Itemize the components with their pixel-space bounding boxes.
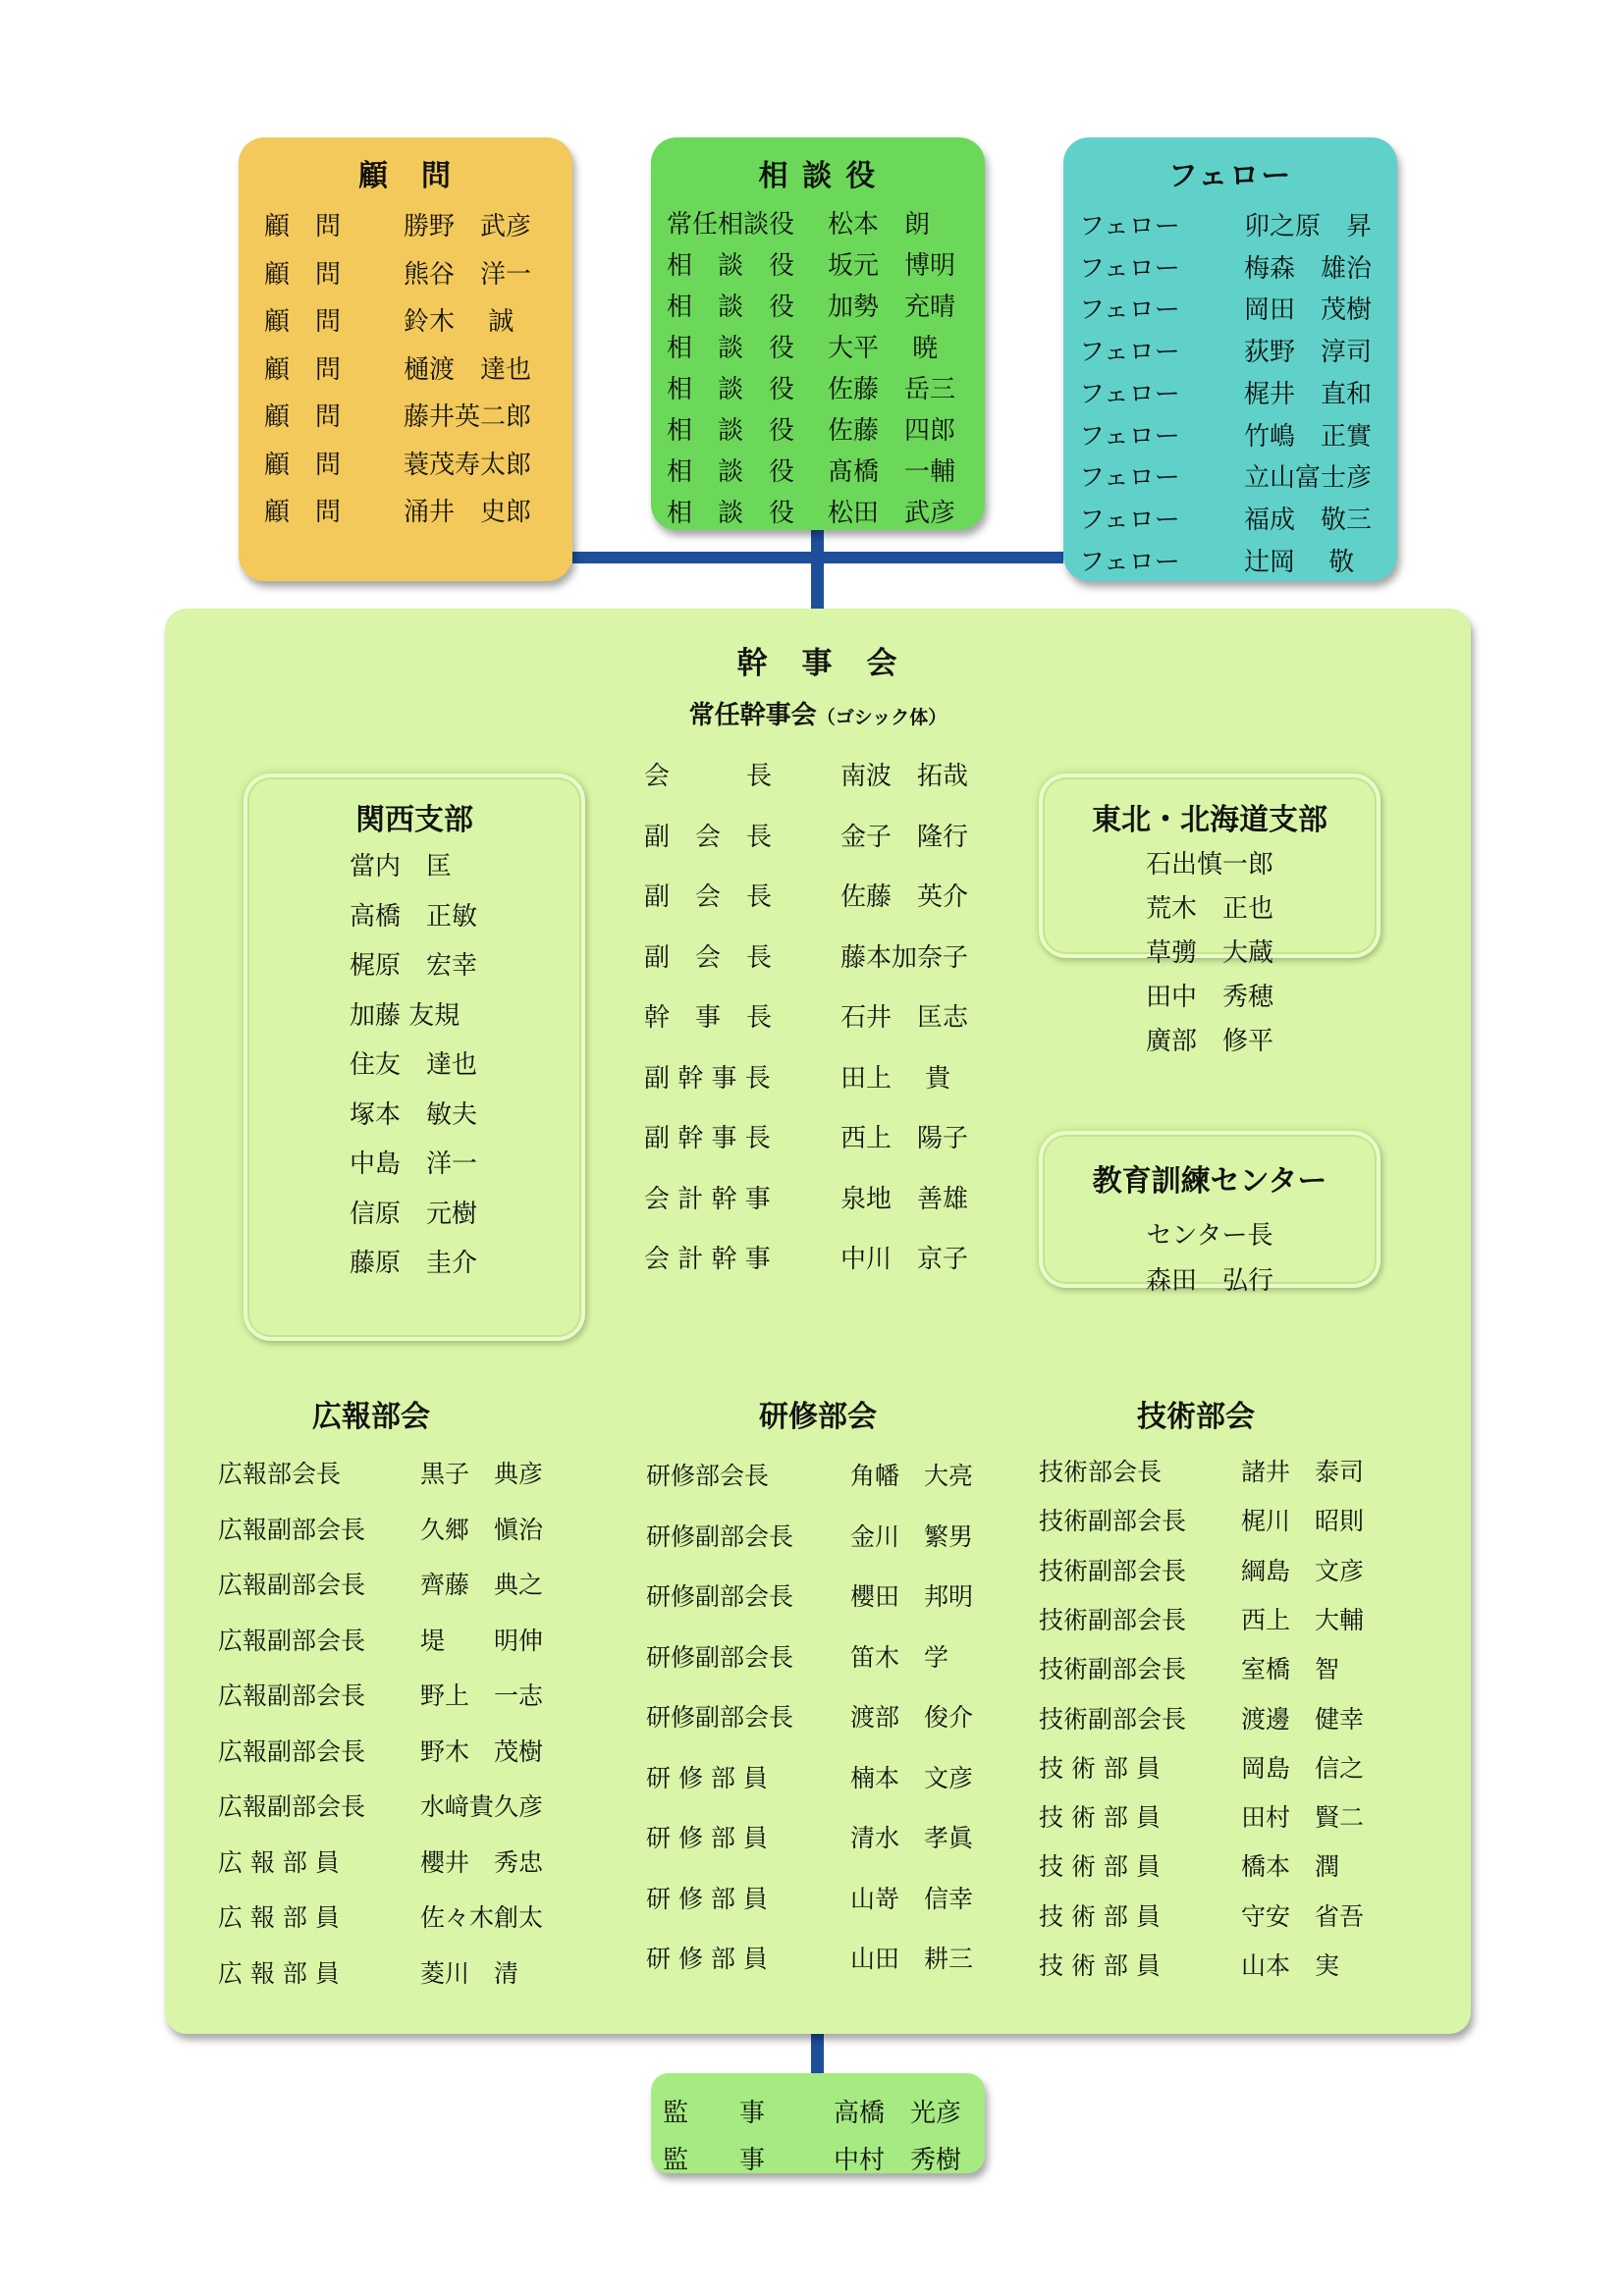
training-member-name: 清水 孝眞 [850, 1824, 974, 1852]
officer-role: 幹 事 長 [644, 1003, 773, 1033]
training-center-box [1039, 1131, 1380, 1296]
advisor-name: 涌井 史郎 [404, 498, 532, 527]
tohoku-member: 廣部 修平 [1145, 1027, 1273, 1056]
auditors-box [651, 2073, 985, 2173]
technical-member-role: 技術副部会長 [1039, 1704, 1187, 1734]
pr-member-name: 齊藤 典之 [420, 1571, 544, 1599]
fellow-name: 卯之原 昇 [1244, 212, 1373, 241]
fellow-role: フェロー [1079, 463, 1180, 494]
counselor-name: 大平 暁 [828, 334, 939, 363]
officer-name: 泉地 善雄 [840, 1184, 969, 1214]
technical-member-name: 室橋 智 [1241, 1655, 1340, 1684]
tohoku-member: 田中 秀穂 [1145, 983, 1273, 1012]
kansai-member: 加藤 友規 [350, 1000, 460, 1031]
training-center-member: 森田 弘行 [1145, 1266, 1273, 1296]
officer-name: 金子 隆行 [840, 822, 969, 852]
fellow-role: フェロー [1079, 547, 1180, 577]
pr-member-role: 広報副部会長 [218, 1736, 366, 1766]
pr-member-role: 広 報 部 員 [218, 1958, 340, 1988]
officer-role: 副 幹 事 長 [644, 1124, 771, 1153]
pr-member-role: 広 報 部 員 [218, 1847, 340, 1877]
fellow-role: フェロー [1079, 421, 1180, 452]
training-member-role: 研 修 部 員 [646, 1945, 768, 1973]
fellow-name: 梶井 直和 [1244, 379, 1373, 409]
technical-member-name: 山本 実 [1241, 1951, 1340, 1980]
pr-member-name: 黒子 典彦 [420, 1460, 544, 1488]
technical-member-name: 西上 大輔 [1241, 1605, 1365, 1634]
counselor-name: 坂元 博明 [828, 251, 956, 281]
technical-member-name: 綱島 文彦 [1241, 1556, 1365, 1585]
kansai-branch-title: 関西支部 [355, 803, 473, 837]
training-member-role: 研修副部会長 [646, 1642, 794, 1672]
fellow-role: フェロー [1079, 379, 1180, 409]
pr-member-name: 野木 茂樹 [420, 1736, 544, 1766]
counselor-role: 相 談 役 [667, 416, 795, 446]
pr-member-name: 櫻井 秀忠 [420, 1847, 544, 1877]
pr-member-role: 広 報 部 員 [218, 1903, 340, 1932]
officer-name: 田上 貴 [840, 1063, 951, 1094]
pr-member-name: 佐々木創太 [420, 1903, 544, 1932]
fellow-role: フェロー [1079, 505, 1180, 535]
executive-board-title: 幹 事 会 [736, 646, 899, 681]
pr-member-name: 堤 明伸 [420, 1626, 544, 1655]
technical-member-role: 技 術 部 員 [1039, 1753, 1161, 1783]
officer-role: 副 会 長 [644, 942, 773, 973]
kansai-member: 當内 匡 [350, 852, 453, 881]
training-center-title: 教育訓練センター [1092, 1164, 1327, 1199]
officer-role: 会 長 [644, 762, 773, 791]
technical-member-role: 技 術 部 員 [1039, 1803, 1161, 1833]
pr-member-name: 水﨑貴久彦 [420, 1792, 544, 1821]
training-member-role: 研修副部会長 [646, 1582, 794, 1611]
auditor-name: 中村 秀樹 [834, 2146, 962, 2175]
kansai-member: 中島 洋一 [350, 1149, 478, 1179]
fellows-box [1063, 137, 1397, 581]
advisor-role: 顧 問 [264, 259, 342, 290]
officer-role: 会 計 幹 事 [644, 1245, 771, 1274]
kansai-member: 高橋 正敏 [350, 901, 478, 932]
counselor-role: 相 談 役 [667, 457, 795, 487]
training-member-name: 櫻田 邦明 [850, 1582, 974, 1611]
training-member-role: 研 修 部 員 [646, 1884, 768, 1913]
counselor-name: 加勢 充晴 [828, 293, 956, 322]
technical-member-name: 守安 省吾 [1241, 1901, 1365, 1931]
kansai-member: 住友 達也 [350, 1050, 478, 1080]
counselor-name: 髙橋 一輔 [828, 457, 956, 487]
tohoku-branch-box [1039, 774, 1380, 1056]
training-member-role: 研修副部会長 [646, 1522, 794, 1551]
fellow-name: 福成 敬三 [1244, 505, 1373, 535]
fellows-title: フェロー [1167, 159, 1293, 193]
counselor-role: 相 談 役 [667, 334, 795, 363]
pr-member-name: 野上 一志 [420, 1682, 544, 1710]
pr-member-role: 広報部会長 [218, 1460, 342, 1488]
counselor-role: 相 談 役 [667, 375, 795, 404]
counselor-role: 相 談 役 [667, 499, 795, 528]
technical-member-role: 技術副部会長 [1039, 1507, 1187, 1536]
auditor-name: 高橋 光彦 [834, 2099, 962, 2128]
technical-member-role: 技術副部会長 [1039, 1655, 1187, 1684]
technical-member-name: 岡島 信之 [1241, 1753, 1365, 1783]
fellow-role: フェロー [1079, 212, 1180, 241]
training-member-name: 山嵜 信幸 [850, 1884, 974, 1913]
training-member-name: 楠本 文彦 [850, 1763, 974, 1792]
fellow-role: フェロー [1079, 253, 1180, 284]
pr-member-role: 広報副部会長 [218, 1682, 366, 1710]
fellow-role: フェロー [1079, 338, 1180, 368]
fellow-name: 荻野 淳司 [1244, 338, 1373, 368]
pr-member-name: 久郷 愼治 [420, 1515, 544, 1544]
advisor-role: 顧 問 [264, 498, 342, 527]
technical-member-role: 技 術 部 員 [1039, 1852, 1161, 1882]
officer-name: 中川 京子 [840, 1245, 969, 1274]
counselor-name: 松田 武彦 [828, 499, 956, 528]
standing-committee-note: （ゴシック体） [816, 707, 947, 728]
advisor-role: 顧 問 [264, 307, 342, 337]
pr-member-name: 菱川 清 [420, 1958, 519, 1988]
standing-committee-heading [165, 695, 1471, 731]
advisor-name: 樋渡 達也 [404, 354, 532, 385]
counselors-box [651, 137, 985, 530]
fellow-name: 岡田 茂樹 [1244, 295, 1373, 326]
officer-name: 藤本加奈子 [840, 942, 969, 973]
technical-member-name: 橋本 潤 [1241, 1852, 1340, 1882]
officer-name: 南波 拓哉 [840, 762, 969, 791]
counselor-role: 相 談 役 [667, 251, 795, 281]
fellow-role: フェロー [1079, 295, 1180, 326]
counselor-name: 佐藤 岳三 [828, 375, 956, 404]
technical-member-role: 技術副部会長 [1039, 1556, 1187, 1585]
advisors-title: 顧 問 [358, 159, 453, 193]
pr-member-role: 広報副部会長 [218, 1571, 366, 1599]
fellow-name: 梅森 雄治 [1244, 253, 1373, 284]
technical-member-role: 技術部会長 [1039, 1458, 1163, 1486]
training-center-member: センター長 [1146, 1221, 1273, 1251]
training-member-role: 研 修 部 員 [646, 1763, 768, 1792]
training-member-role: 研修部会長 [646, 1462, 770, 1490]
advisor-name: 藤井英二郎 [404, 402, 532, 432]
standing-committee-label: 常任幹事会 [688, 701, 817, 730]
advisor-name: 勝野 武彦 [404, 212, 532, 241]
connector-vertical-top [811, 530, 824, 611]
auditor-role: 監 事 [663, 2146, 766, 2175]
training-member-name: 渡部 俊介 [850, 1703, 974, 1732]
advisor-role: 顧 問 [264, 212, 342, 241]
counselor-name: 松本 朗 [828, 210, 931, 240]
advisor-role: 顧 問 [264, 402, 342, 432]
tohoku-member: 草彅 大蔵 [1145, 938, 1273, 968]
technical-member-name: 梶川 昭則 [1241, 1507, 1365, 1536]
pr-committee-title: 広報部会 [312, 1400, 430, 1434]
advisor-role: 顧 問 [264, 450, 342, 480]
executive-board-box [165, 609, 1471, 2034]
counselors-title: 相 談 役 [758, 159, 878, 193]
training-member-name: 笛木 学 [850, 1642, 949, 1672]
officer-role: 副 幹 事 長 [644, 1063, 771, 1094]
technical-member-role: 技 術 部 員 [1039, 1951, 1161, 1980]
technical-committee-title: 技術部会 [1137, 1400, 1255, 1434]
tohoku-branch-title: 東北・北海道支部 [1092, 803, 1327, 837]
training-member-name: 山田 耕三 [850, 1945, 974, 1973]
advisor-name: 蓑茂寿太郎 [404, 450, 532, 480]
advisor-role: 顧 問 [264, 354, 342, 385]
pr-member-role: 広報副部会長 [218, 1626, 366, 1655]
counselor-role: 相 談 役 [667, 293, 795, 322]
technical-member-name: 渡邊 健幸 [1241, 1704, 1365, 1734]
advisors-box [239, 137, 572, 581]
kansai-branch-box [244, 774, 585, 1341]
fellow-name: 辻岡 敬 [1244, 547, 1355, 577]
counselor-role: 常任相談役 [667, 210, 795, 240]
advisor-name: 熊谷 洋一 [404, 259, 532, 290]
officer-role: 会 計 幹 事 [644, 1184, 771, 1214]
technical-member-role: 技 術 部 員 [1039, 1901, 1161, 1931]
auditor-role: 監 事 [663, 2099, 766, 2128]
technical-member-name: 田村 賢二 [1241, 1803, 1365, 1833]
fellow-name: 竹嶋 正實 [1244, 421, 1373, 452]
pr-member-role: 広報副部会長 [218, 1792, 366, 1821]
technical-member-role: 技術副部会長 [1039, 1605, 1187, 1634]
kansai-member: 藤原 圭介 [350, 1249, 478, 1278]
kansai-member: 信原 元樹 [350, 1199, 478, 1229]
training-member-role: 研 修 部 員 [646, 1824, 768, 1852]
officer-name: 石井 匡志 [840, 1003, 969, 1033]
officer-name: 西上 陽子 [840, 1124, 969, 1153]
technical-member-name: 諸井 泰司 [1241, 1458, 1365, 1486]
training-member-name: 金川 繁男 [850, 1522, 974, 1551]
connector-vertical-bottom [811, 2034, 824, 2075]
fellow-name: 立山富士彦 [1244, 463, 1373, 494]
training-member-name: 角幡 大亮 [850, 1462, 974, 1490]
tohoku-member: 荒木 正也 [1145, 894, 1273, 924]
advisor-name: 鈴木 誠 [404, 307, 514, 337]
training-committee-title: 研修部会 [759, 1400, 877, 1434]
counselor-name: 佐藤 四郎 [828, 416, 956, 446]
officer-role: 副 会 長 [644, 882, 773, 912]
kansai-member: 塚本 敏夫 [350, 1099, 478, 1130]
tohoku-member: 石出慎一郎 [1145, 850, 1273, 880]
training-member-role: 研修副部会長 [646, 1703, 794, 1732]
officer-name: 佐藤 英介 [840, 882, 969, 912]
pr-member-role: 広報副部会長 [218, 1515, 366, 1544]
officer-role: 副 会 長 [644, 822, 773, 852]
kansai-member: 梶原 宏幸 [350, 951, 478, 981]
